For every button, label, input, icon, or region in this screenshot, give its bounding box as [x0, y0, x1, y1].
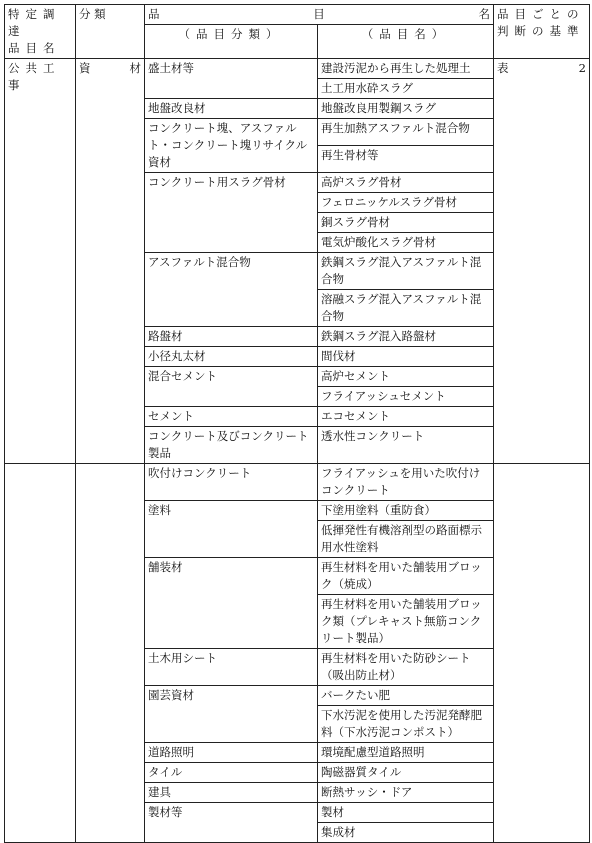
procurement-item-cell: [5, 59, 76, 464]
item-category-cell: 土木用シート: [145, 649, 318, 686]
item-category-cell: コンクリート及びコンクリート製品: [145, 427, 318, 464]
item-category-cell: 小径丸太材: [145, 347, 318, 367]
header-item-category: （品目分類）: [145, 25, 318, 59]
division-cell-cont: [76, 464, 145, 843]
division-cell: [76, 59, 145, 464]
item-category-cell: アスファルト混合物: [145, 253, 318, 327]
item-name-cell: 高炉セメント: [318, 367, 494, 387]
item-category-cell: セメント: [145, 407, 318, 427]
item-name-cell: 集成材: [318, 823, 494, 843]
header-division-label: 分 類: [79, 7, 106, 21]
item-name-cell: 鉄鋼スラグ混入路盤材: [318, 327, 494, 347]
item-name-cell: 再生材料を用いた舗装用ブロック（焼成）: [318, 558, 494, 595]
item-name-cell: エコセメント: [318, 407, 494, 427]
header-row-1: [5, 5, 590, 25]
item-category-cell: 混合セメント: [145, 367, 318, 407]
item-category-cell: 塗料: [145, 501, 318, 558]
item-category-cell: 舗装材: [145, 558, 318, 649]
item-name-cell: 再生加熱アスファルト混合物: [318, 119, 494, 146]
item-name-cell: フライアッシュセメント: [318, 387, 494, 407]
division-right-char: 材: [129, 61, 141, 75]
item-category-cell: 道路照明: [145, 743, 318, 763]
item-category-cell: 路盤材: [145, 327, 318, 347]
header-standard-line1: 品目ごとの: [497, 7, 585, 21]
table-row: [5, 59, 590, 79]
header-division-text: [79, 6, 141, 23]
procurement-item-text: 公共工事: [8, 61, 61, 92]
item-name-cell: 建設汚泥から再生した処理土: [318, 59, 494, 79]
item-name-cell: 高炉スラグ骨材: [318, 173, 494, 193]
procurement-table: [4, 4, 590, 843]
item-name-cell: 鉄鋼スラグ混入アスファルト混合物: [318, 253, 494, 290]
table-row: [5, 464, 590, 501]
header-item-mid-char: 目: [313, 7, 325, 21]
header-item-name: [145, 5, 494, 25]
header-division: [76, 5, 145, 59]
item-category-cell: タイル: [145, 763, 318, 783]
item-category-cell: 建具: [145, 783, 318, 803]
procurement-item-cell-cont: [5, 464, 76, 843]
standard-label: 表: [497, 61, 509, 75]
item-name-cell: フライアッシュを用いた吹付けコンクリート: [318, 464, 494, 501]
item-name-cell: 再生材料を用いた防砂シート（吸出防止材）: [318, 649, 494, 686]
item-name-cell: 電気炉酸化スラグ骨材: [318, 233, 494, 253]
item-category-cell: 製材等: [145, 803, 318, 843]
header-procurement-item-line2: 品目名: [8, 41, 61, 55]
header-item-name-sub: （品目名）: [318, 25, 494, 59]
item-category-cell: 園芸資材: [145, 686, 318, 743]
item-name-cell: 溶融スラグ混入アスファルト混合物: [318, 290, 494, 327]
header-standard: [494, 5, 590, 59]
item-name-cell: バークたい肥: [318, 686, 494, 706]
item-name-cell: 製材: [318, 803, 494, 823]
item-name-cell: 土工用水砕スラグ: [318, 79, 494, 99]
item-name-cell: 下塗用塗料（重防食）: [318, 501, 494, 521]
item-name-cell: 断熱サッシ・ドア: [318, 783, 494, 803]
item-category-cell: コンクリート塊、アスファルト・コンクリート塊リサイクル資材: [145, 119, 318, 173]
standard-cell: [494, 59, 590, 464]
header-procurement-item: [5, 5, 76, 59]
item-name-cell: 環境配慮型道路照明: [318, 743, 494, 763]
item-category-cell: 吹付けコンクリート: [145, 464, 318, 501]
item-name-cell: 下水汚泥を使用した汚泥発酵肥料（下水汚泥コンポスト）: [318, 706, 494, 743]
item-name-cell: 再生骨材等: [318, 146, 494, 173]
header-item-left-char: 品: [148, 7, 160, 21]
item-category-cell: 盛土材等: [145, 59, 318, 99]
item-name-cell: フェロニッケルスラグ骨材: [318, 193, 494, 213]
division-left-char: 資: [79, 61, 91, 75]
standard-cell-cont: [494, 464, 590, 843]
header-procurement-item-line1: 特定調達: [8, 7, 61, 38]
item-name-cell: 地盤改良用製鋼スラグ: [318, 99, 494, 119]
item-name-cell: 低揮発性有機溶剤型の路面標示用水性塗料: [318, 521, 494, 558]
standard-table-number: 2: [578, 61, 586, 75]
item-name-cell: 再生材料を用いた舗装用ブロック類（プレキャスト無筋コンクリート製品）: [318, 595, 494, 649]
item-name-cell: 銅スラグ骨材: [318, 213, 494, 233]
header-standard-line2: 判断の基準: [497, 24, 585, 38]
item-category-cell: コンクリート用スラグ骨材: [145, 173, 318, 253]
item-name-cell: 透水性コンクリート: [318, 427, 494, 464]
item-name-cell: 間伐材: [318, 347, 494, 367]
item-category-cell: 地盤改良材: [145, 99, 318, 119]
header-item-right-char: 名: [478, 7, 490, 21]
item-name-cell: 陶磁器質タイル: [318, 763, 494, 783]
